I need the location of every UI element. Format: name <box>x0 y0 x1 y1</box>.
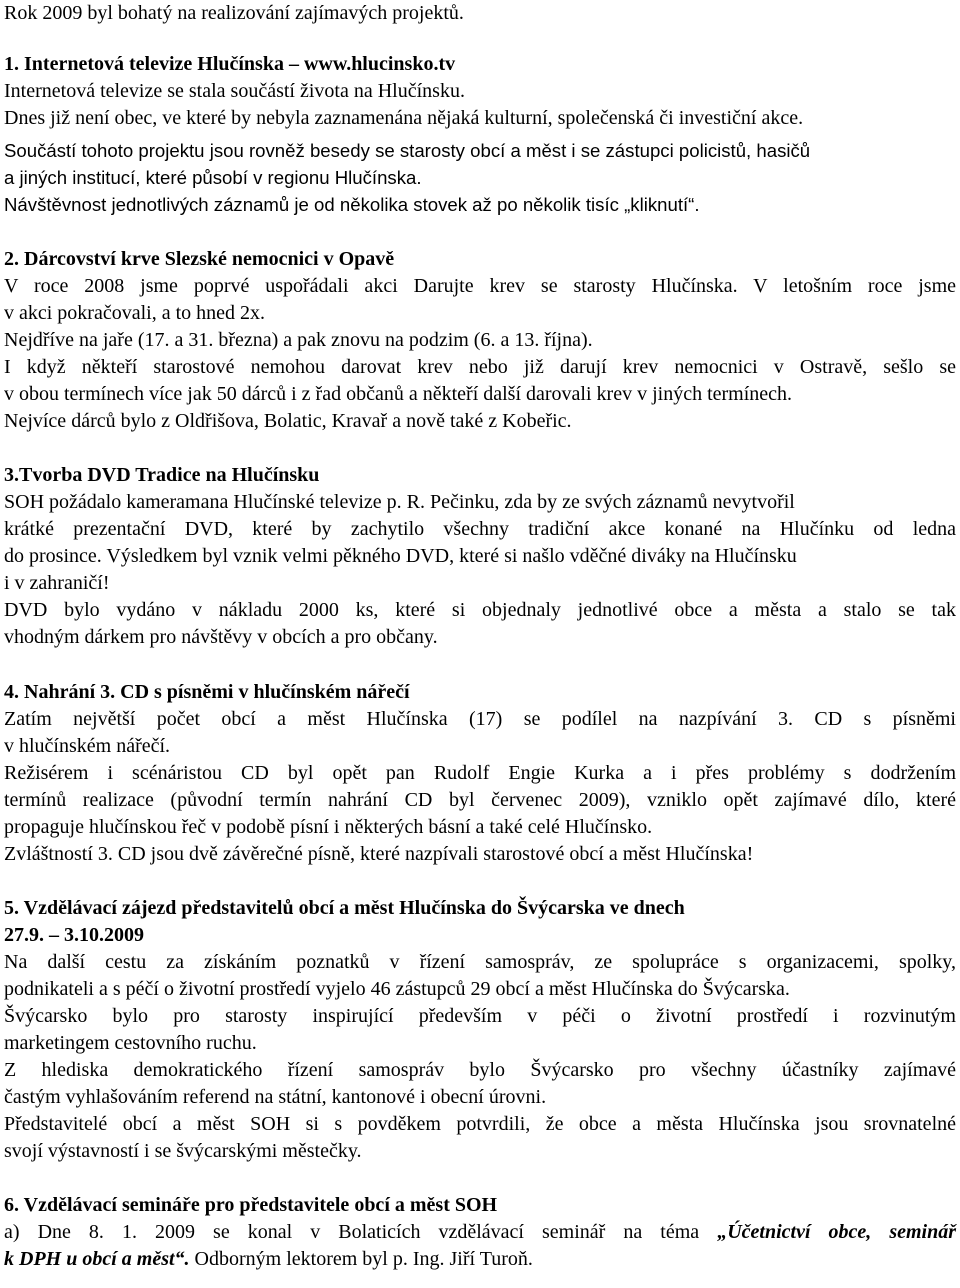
section-5-heading-dates <box>4 922 144 949</box>
section-1-line: Součástí tohoto projektu jsou rovněž besedy se starosty obcí a měst i se zástupci policistů, hasičů <box>4 140 811 161</box>
section-2-line: I když někteří starostové nemohou darovat krev nebo již darují krev nemocnici v Ostravě, sešlo se <box>4 356 956 378</box>
section-2-line: Nejdříve na jaře (17. a 31. března) a pak znovu na podzim (6. a 13. října). <box>4 329 593 351</box>
section-5-line: Na další cestu za získáním poznatků v řízení samospráv, ze spolupráce s organizacemi, spolky, <box>4 951 956 973</box>
section-6-heading <box>4 1192 497 1219</box>
section-4-line: termínů realizace (původní termín nahrání CD byl červenec 2009), vzniklo opět zajímavé dílo, které <box>4 789 956 811</box>
section-2-line: V roce 2008 jsme poprvé uspořádali akci Darujte krev se starosty Hlučínska. V letošním roce jsme <box>4 275 956 297</box>
section-5-heading-text: 5. Vzdělávací zájezd představitelů obcí a měst Hlučínska do Švýcarska ve dnech <box>4 897 685 919</box>
section-3-heading <box>4 462 319 489</box>
section-5-line: marketingem cestovního ruchu. <box>4 1032 257 1054</box>
section-3-line: krátké prezentační DVD, které by zachytilo všechny tradiční akce konané na Hlučínku od ledna <box>4 518 956 540</box>
section-1-line: Internetová televize se stala součástí života na Hlučínsku. <box>4 80 465 102</box>
section-2-line: v akci pokračovali, a to hned 2x. <box>4 302 266 324</box>
section-5-heading-dates-text: 27.9. – 3.10.2009 <box>4 924 144 946</box>
section-5-heading <box>4 895 685 922</box>
section-4-line: Zatím největší počet obcí a měst Hlučínska (17) se podílel na nazpívání 3. CD s písněmi <box>4 708 956 730</box>
section-5-line: Představitelé obcí a měst SOH si s povděkem potvrdili, že obce a města Hlučínska jsou srovnatelné <box>4 1113 956 1135</box>
section-6-lecturer: Odborným lektorem byl p. Ing. Jiří Turoň. <box>189 1248 533 1270</box>
section-4-line: v hlučínském nářečí. <box>4 735 171 757</box>
section-6-seminar-title-end: k DPH u obcí a měst“. <box>4 1248 190 1270</box>
section-3-line: vhodným dárkem pro návštěvy v obcích a pro občany. <box>4 626 438 648</box>
section-1-heading <box>4 51 455 78</box>
intro-paragraph: Rok 2009 byl bohatý na realizování zajímavých projektů. <box>4 2 464 24</box>
section-2-heading-text: 2. Dárcovství krve Slezské nemocnici v Opavě <box>4 248 395 270</box>
section-6-line <box>4 1246 533 1273</box>
section-3-line: DVD bylo vydáno v nákladu 2000 ks, které si objednaly jednotlivé obce a města a stalo se tak <box>4 599 956 621</box>
section-3-line: i v zahraničí! <box>4 572 110 594</box>
section-4-line: Zvláštností 3. CD jsou dvě závěrečné písně, které nazpívali starostové obcí a měst Hlučínska! <box>4 843 754 865</box>
section-5-line: častým vyhlašováním referend na státní, kantonové i obecní úrovni. <box>4 1086 547 1108</box>
section-6-line <box>4 1219 956 1246</box>
section-4-line: propaguje hlučínskou řeč v podobě písní i některých básní a také celé Hlučínsko. <box>4 816 653 838</box>
section-4-line: Režisérem i scénáristou CD byl opět pan Rudolf Engie Kurka a i přes problémy s dodržením <box>4 762 956 784</box>
section-5-line: Švýcarsko bylo pro starosty inspirující především v péči o životní prostředí i rozvinutým <box>4 1005 956 1027</box>
section-4-heading <box>4 679 410 706</box>
section-3-line: SOH požádalo kameramana Hlučínské televize p. R. Pečinku, zda by ze svých záznamů nevytvořil <box>4 491 795 513</box>
section-3-heading-text: 3.Tvorba DVD Tradice na Hlučínsku <box>4 464 320 486</box>
section-1-line: Dnes již není obec, ve které by nebyla zaznamenána nějaká kulturní, společenská či investiční akce. <box>4 107 804 129</box>
section-2-line: v obou termínech více jak 50 dárců i z řad občanů a někteří další darovali krev v jiných termínech. <box>4 383 793 405</box>
section-4-heading-text: 4. Nahrání 3. CD s písněmi v hlučínském nářečí <box>4 681 410 703</box>
section-6-line-text: a) Dne 8. 1. 2009 se konal v Bolaticích vzdělávací seminář na téma <box>4 1221 700 1243</box>
section-1-line: a jiných institucí, které působí v regionu Hlučínska. <box>4 167 422 188</box>
section-3-line: do prosince. Výsledkem byl vznik velmi pěkného DVD, které si našlo vděčné diváky na Hlučínsku <box>4 545 797 567</box>
section-2-heading <box>4 246 394 273</box>
section-6-heading-text: 6. Vzdělávací semináře pro představitele obcí a měst SOH <box>4 1194 498 1216</box>
section-5-line: svojí výstavností i se švýcarskými městečky. <box>4 1140 362 1162</box>
section-5-line: podnikateli a s péčí o životní prostředí vyjelo 46 zástupců 29 obcí a měst Hlučínska do Švýcarska. <box>4 978 790 1000</box>
section-1-line: Návštěvnost jednotlivých záznamů je od několika stovek až po několik tisíc „kliknutí“. <box>4 194 700 215</box>
section-6-seminar-title: „Účetnictví obce, seminář <box>717 1221 957 1243</box>
section-1-heading-text: 1. Internetová televize Hlučínska – www.hlucinsko.tv <box>4 53 456 75</box>
section-5-line: Z hlediska demokratického řízení samospráv bylo Švýcarsko pro všechny účastníky zajímavé <box>4 1059 956 1081</box>
section-2-line: Nejvíce dárců bylo z Oldřišova, Bolatic, Kravař a nově také z Kobeřic. <box>4 410 572 432</box>
